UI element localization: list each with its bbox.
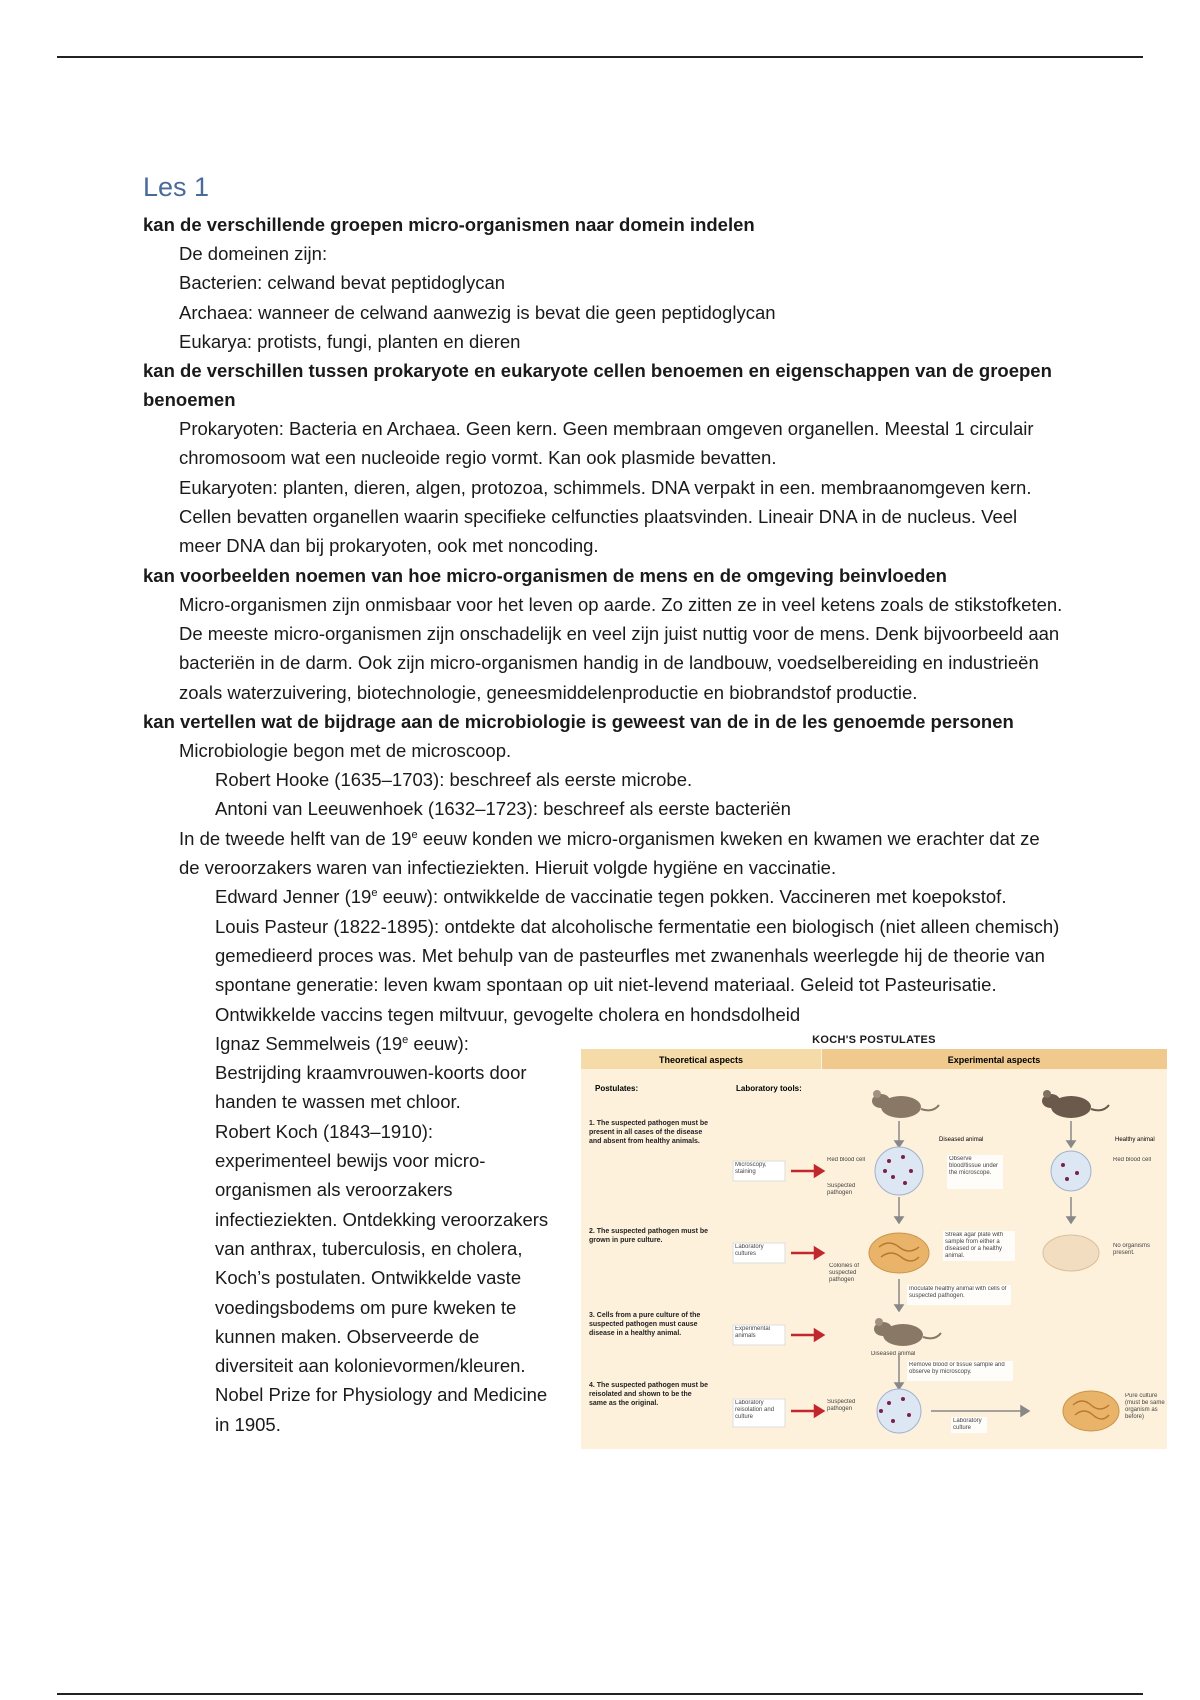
- semmelweis-text: Ignaz Semmelweis (19e eeuw): Bestrijding kraamvrouwen-koorts door handen te wassen met chloor.: [215, 1032, 527, 1113]
- postulate-4: 4. The suspected pathogen must be reisolated and shown to be the same as the original.: [589, 1381, 709, 1407]
- nineteenth-century-text: In de tweede helft van de 19e eeuw konden we micro-organismen kweken en kwamen we erachter dat ze de veroorzakers waren van infectieziekten. Hieruit volgde hygiëne en vaccinatie.: [179, 827, 1040, 879]
- eukaryotes-text: Eukaryoten: planten, dieren, algen, protozoa, schimmels. DNA verpakt in een. membraanomgeven kern. Cellen bevatten organellen waarin specifieke celfuncties plaatsvinden. Lineair DNA in de nucleus. Veel meer DNA dan bij prokaryoten, ook met noncoding.: [179, 476, 1032, 557]
- figure-title: KOCH'S POSTULATES: [812, 1033, 936, 1046]
- koch-text: Robert Koch (1843–1910): experimenteel bewijs voor micro-organismen als veroorzakers infectieziekten. Ontdekking veroorzakers van anthrax, tuberculosis, en cholera, Koch’s postulaten. Ontwikkelde vaste voedingsbodems om pure kweken te kunnen maken. Observeerde de diversiteit aan kolonievormen/kleuren. Nobel Prize for Physiology and Medicine in 1905.: [215, 1120, 549, 1435]
- document-body: [143, 168, 1165, 1439]
- pure-culture-label: Pure culture (must be same organism as before): [1125, 1392, 1165, 1420]
- no-organisms-label: No organisms present.: [1113, 1242, 1151, 1256]
- healthy-animal-label: Healthy animal: [1115, 1136, 1155, 1143]
- experimental-header: Experimental aspects: [947, 1054, 1041, 1065]
- suspected-pathogen-label: Suspected pathogen: [827, 1182, 856, 1196]
- section-question-1: kan de verschillende groepen micro-organismen naar domein indelen: [143, 214, 755, 235]
- pure-culture-plate: [1063, 1391, 1119, 1431]
- theoretical-header: Theoretical aspects: [658, 1054, 744, 1065]
- domain-line-4: Eukarya: protists, fungi, planten en dieren: [179, 330, 521, 352]
- header-rule: [57, 56, 1143, 58]
- postulate-1: 1. The suspected pathogen must be present in all cases of the disease and absent from healthy animals.: [589, 1119, 709, 1145]
- postulate-2: 2. The suspected pathogen must be grown in pure culture.: [589, 1227, 709, 1244]
- hooke-text: Robert Hooke (1635–1703): beschreef als eerste microbe.: [215, 769, 693, 791]
- postulate-3: 3. Cells from a pure culture of the suspected pathogen must cause disease in a healthy animal.: [589, 1311, 701, 1337]
- pasteur-text: Louis Pasteur (1822-1895): ontdekte dat alcoholische fermentatie een biologisch (niet alleen chemisch) gemedieerd proces was. Met behulp van de pasteurfles met zwanenhals weerlegde hij de theorie van spontane generatie: leven kwam spontaan op uit niet-levend materiaal. Geleid tot Pasteurisatie. Ontwikkelde vaccins tegen miltvuur, gevogelte cholera en hondsdolheid: [215, 915, 1060, 1025]
- diseased-animal-label-2: Diseased animal: [871, 1350, 916, 1357]
- pathogen-culture-plate: [869, 1233, 929, 1273]
- history-intro: Microbiologie begon met de microscoop.: [179, 739, 512, 761]
- section-question-4: kan vertellen wat de bijdrage aan de microbiologie is geweest van de in de les genoemde personen: [143, 710, 1014, 732]
- reisolated-sample-dish: [877, 1389, 921, 1433]
- healthy-culture-plate: [1043, 1235, 1099, 1271]
- footer-rule: [57, 1693, 1143, 1695]
- domain-line-3: Archaea: wanneer de celwand aanwezig is bevat die geen peptidoglycan: [179, 301, 776, 323]
- red-blood-cell-label-2: Red blood cell: [1113, 1156, 1152, 1163]
- koch-diagram: Theoretical aspects Experimental aspects Postulates: Laboratory tools: 1. The suspected pathogen must be present in all cases of the disease and absent from healthy animals. 2. The suspected pathogen must be grown in pure culture. 3. Cells from a pure culture of the suspected pathogen must cause disease in a healthy animal. 4. The suspected pathogen must be reisolated and shown to be the same as the original. Microscopy, staining Laboratory cultures Experimental animals Laboratory reisolation and culture Diseased animal Healthy animal Observe blood/tissue under the microscope. Streak agar plate with sample from either a diseased or a healthy animal. Inoculate healthy animal with cells of suspected pathogen. Remove blood or tissue sample and observe by microscopy. Red blood cell Suspected pathogen Colonies of suspected pathogen Red blood cell No organisms present. Diseased animal Suspected pathogen Laboratory culture Pure culture (must be same organism as before): [581, 1049, 1167, 1449]
- suspected-pathogen-label-2: Suspected pathogen: [827, 1398, 856, 1412]
- domain-line-1: De domeinen zijn:: [179, 243, 328, 264]
- page-title: Les 1: [143, 172, 210, 202]
- postulates-header: Postulates:: [595, 1083, 639, 1093]
- leeuwenhoek-text: Antoni van Leeuwenhoek (1632–1723): beschreef als eerste bacteriën: [215, 798, 791, 820]
- koch-postulates-figure: [581, 1031, 1167, 1449]
- domain-line-2: Bacterien: celwand bevat peptidoglycan: [179, 272, 506, 294]
- influence-text: Micro-organismen zijn onmisbaar voor het leven op aarde. Zo zitten ze in veel ketens zoals de stikstofketen. De meeste micro-organismen zijn onschadelijk en veel zijn juist nuttig voor de mens. Denk bijvoorbeeld aan bacteriën in de darm. Ook zijn micro-organismen handig in de landbouw, voedselbereiding en industrieën zoals waterzuivering, biotechnologie, geneesmiddelenproductie en biobrandstof productie.: [179, 593, 1063, 703]
- section-question-2: kan de verschillen tussen prokaryote en eukaryote cellen benoemen en eigenschappen van de groepen benoemen: [143, 360, 1052, 411]
- koch-section: [143, 1029, 1165, 1439]
- lab-culture-label: Laboratory culture: [953, 1417, 982, 1431]
- healthy-sample-dish: [1051, 1151, 1091, 1191]
- section-question-3: kan voorbeelden noemen van hoe micro-organismen de mens en de omgeving beinvloeden: [143, 564, 947, 586]
- jenner-text: Edward Jenner (19e eeuw): ontwikkelde de vaccinatie tegen pokken. Vaccineren met koepokstof.: [215, 886, 1007, 908]
- diseased-sample-dish: [875, 1147, 923, 1195]
- red-blood-cell-label: Red blood cell: [827, 1156, 866, 1163]
- diseased-animal-label: Diseased animal: [939, 1136, 984, 1143]
- colonies-label: Colonies of suspected pathogen: [829, 1262, 860, 1283]
- tools-header: Laboratory tools:: [736, 1083, 802, 1093]
- prokaryotes-text: Prokaryoten: Bacteria en Archaea. Geen kern. Geen membraan omgeven organellen. Meestal 1 circulair chromosoom wat een nucleoide regio vormt. Kan ook plasmide bevatten.: [179, 418, 1034, 469]
